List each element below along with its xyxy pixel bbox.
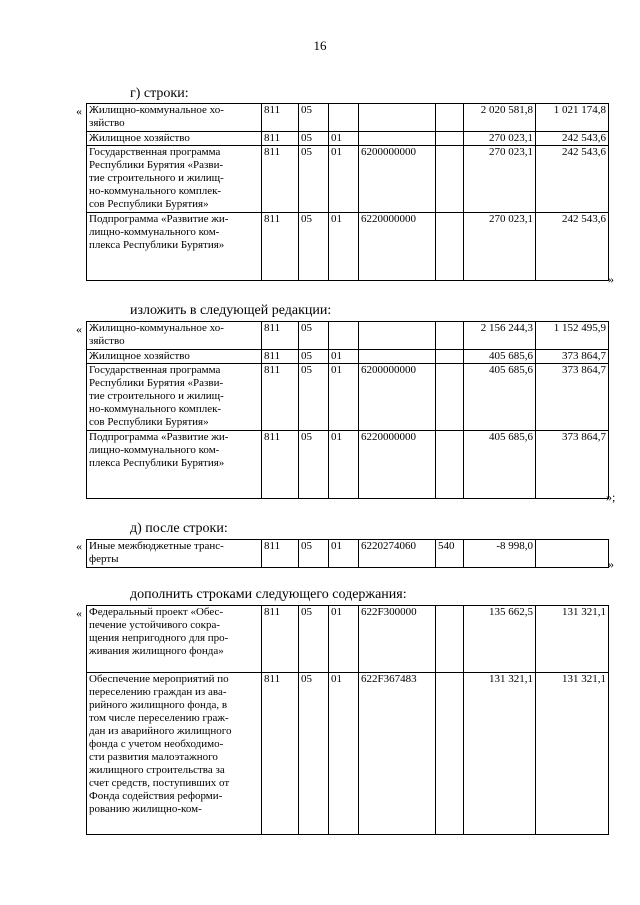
target-article-cell: 6220274060 (359, 540, 436, 568)
target-article-cell: 6220000000 (359, 431, 436, 499)
admin-code-cell: 811 (262, 540, 299, 568)
admin-code-cell: 811 (262, 350, 299, 364)
new-edition-table (86, 321, 609, 499)
subsection-code-cell: 01 (329, 146, 359, 213)
row-name-cell: Жилищно-коммунальное хо- зяйство (87, 104, 262, 132)
close-quote: » (608, 557, 614, 571)
subsection-code-cell: 01 (329, 673, 359, 835)
added-rows-table (86, 605, 609, 835)
row-name-cell: Подпрограмма «Развитие жи- лищно-коммунального ком- плекса Республики Бурятия» (87, 213, 262, 281)
admin-code-cell: 811 (262, 213, 299, 281)
subsection-code-cell: 01 (329, 364, 359, 431)
target-article-cell: 622F300000 (359, 606, 436, 673)
section-heading-after-row: д) после строки: (130, 521, 228, 536)
section-heading-original-rows: г) строки: (130, 86, 189, 101)
target-article-cell: 6200000000 (359, 364, 436, 431)
expense-type-cell (436, 431, 464, 499)
table-row (87, 431, 609, 499)
table-row (87, 322, 609, 350)
section-heading-new-edition: изложить в следующей редакции: (130, 303, 332, 318)
subsection-code-cell: 01 (329, 132, 359, 146)
expense-type-cell (436, 350, 464, 364)
target-article-cell (359, 132, 436, 146)
amount-year2-cell: 1 152 495,9 (536, 322, 609, 350)
amount-year1-cell: 405 685,6 (464, 431, 536, 499)
amount-year2-cell: 373 864,7 (536, 364, 609, 431)
row-name-cell: Жилищное хозяйство (87, 132, 262, 146)
row-name-cell: Государственная программа Республики Бурятия «Разви- тие строительного и жилищ- но-коммунального комплек- сов Республики Бурятия» (87, 146, 262, 213)
table-row (87, 606, 609, 673)
expense-type-cell (436, 146, 464, 213)
target-article-cell (359, 322, 436, 350)
row-name-cell: Обеспечение мероприятий по переселению граждан из ава- рийного жилищного фонда, в том числе переселению граж- дан из аварийного жилищного фонда с учетом необходимо- сти развития малоэтажного жилищного строительства за счет средств, поступивших от Фонда содействия реформи- рованию жилищно-ком- (87, 673, 262, 835)
subsection-code-cell: 01 (329, 350, 359, 364)
amount-year2-cell: 242 543,6 (536, 132, 609, 146)
open-quote: « (76, 322, 82, 336)
amount-year2-cell: 131 321,1 (536, 606, 609, 673)
admin-code-cell: 811 (262, 322, 299, 350)
amount-year1-cell: 131 321,1 (464, 673, 536, 835)
table-row (87, 673, 609, 835)
target-article-cell: 622F367483 (359, 673, 436, 835)
target-article-cell (359, 350, 436, 364)
amount-year2-cell: 242 543,6 (536, 146, 609, 213)
amount-year2-cell: 131 321,1 (536, 673, 609, 835)
original-rows-table (86, 103, 609, 281)
table-row (87, 540, 609, 568)
section-code-cell: 05 (299, 673, 329, 835)
expense-type-cell (436, 364, 464, 431)
amount-year1-cell: -8 998,0 (464, 540, 536, 568)
subsection-code-cell (329, 322, 359, 350)
admin-code-cell: 811 (262, 132, 299, 146)
target-article-cell (359, 104, 436, 132)
admin-code-cell: 811 (262, 104, 299, 132)
amount-year2-cell: 1 021 174,8 (536, 104, 609, 132)
amount-year2-cell: 373 864,7 (536, 431, 609, 499)
section-code-cell: 05 (299, 364, 329, 431)
page-number: 16 (313, 38, 327, 53)
row-name-cell: Федеральный проект «Обес- печение устойчивого сокра- щения непригодного для про- живания жилищного фонда» (87, 606, 262, 673)
section-code-cell: 05 (299, 606, 329, 673)
row-name-cell: Государственная программа Республики Бурятия «Разви- тие строительного и жилищ- но-коммунального комплек- сов Республики Бурятия» (87, 364, 262, 431)
admin-code-cell: 811 (262, 431, 299, 499)
amount-year1-cell: 405 685,6 (464, 364, 536, 431)
subsection-code-cell (329, 104, 359, 132)
admin-code-cell: 811 (262, 606, 299, 673)
amount-year1-cell: 270 023,1 (464, 132, 536, 146)
table-row (87, 146, 609, 213)
table-row (87, 364, 609, 431)
section-code-cell: 05 (299, 146, 329, 213)
amount-year1-cell: 270 023,1 (464, 146, 536, 213)
amount-year2-cell: 373 864,7 (536, 350, 609, 364)
section-code-cell: 05 (299, 540, 329, 568)
subsection-code-cell: 01 (329, 431, 359, 499)
amount-year2-cell (536, 540, 609, 568)
amount-year1-cell: 405 685,6 (464, 350, 536, 364)
target-article-cell: 6220000000 (359, 213, 436, 281)
row-name-cell: Подпрограмма «Развитие жи- лищно-коммунального ком- плекса Республики Бурятия» (87, 431, 262, 499)
row-name-cell: Жилищное хозяйство (87, 350, 262, 364)
expense-type-cell (436, 322, 464, 350)
subsection-code-cell: 01 (329, 540, 359, 568)
row-name-cell: Иные межбюджетные транс- ферты (87, 540, 262, 568)
section-code-cell: 05 (299, 104, 329, 132)
amount-year2-cell: 242 543,6 (536, 213, 609, 281)
section-code-cell: 05 (299, 213, 329, 281)
amount-year1-cell: 2 156 244,3 (464, 322, 536, 350)
amount-year1-cell: 270 023,1 (464, 213, 536, 281)
table-row (87, 132, 609, 146)
amount-year1-cell: 2 020 581,8 (464, 104, 536, 132)
section-code-cell: 05 (299, 431, 329, 499)
table-row (87, 104, 609, 132)
expense-type-cell (436, 213, 464, 281)
amount-year1-cell: 135 662,5 (464, 606, 536, 673)
row-name-cell: Жилищно-коммунальное хо- зяйство (87, 322, 262, 350)
expense-type-cell: 540 (436, 540, 464, 568)
close-quote-semicolon: »; (606, 490, 616, 504)
section-code-cell: 05 (299, 350, 329, 364)
admin-code-cell: 811 (262, 673, 299, 835)
open-quote: « (76, 104, 82, 118)
target-article-cell: 6200000000 (359, 146, 436, 213)
section-code-cell: 05 (299, 132, 329, 146)
table-row (87, 350, 609, 364)
expense-type-cell (436, 132, 464, 146)
admin-code-cell: 811 (262, 364, 299, 431)
close-quote: » (608, 272, 614, 286)
expense-type-cell (436, 606, 464, 673)
after-row-table (86, 539, 609, 568)
section-code-cell: 05 (299, 322, 329, 350)
expense-type-cell (436, 673, 464, 835)
subsection-code-cell: 01 (329, 213, 359, 281)
expense-type-cell (436, 104, 464, 132)
open-quote: « (76, 539, 82, 553)
admin-code-cell: 811 (262, 146, 299, 213)
table-row (87, 213, 609, 281)
open-quote: « (76, 606, 82, 620)
section-heading-add-rows: дополнить строками следующего содержания: (130, 587, 407, 602)
subsection-code-cell: 01 (329, 606, 359, 673)
